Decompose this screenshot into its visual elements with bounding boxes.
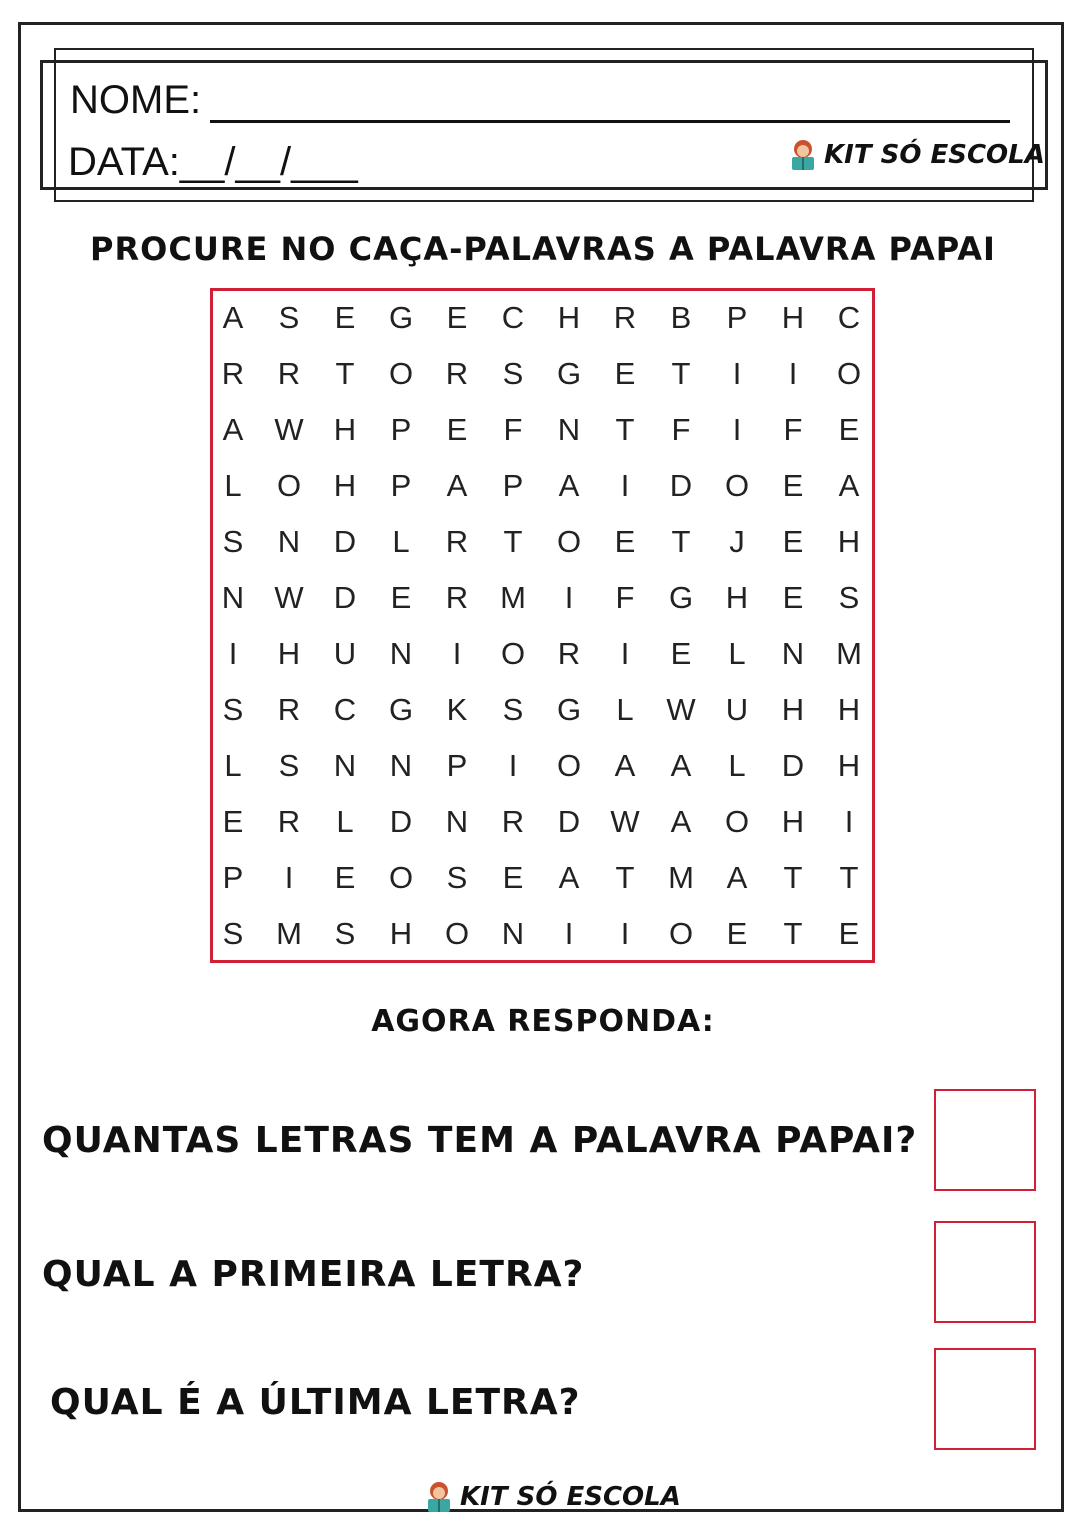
grid-letter[interactable]: G [668,580,694,615]
grid-letter[interactable]: S [278,300,300,335]
grid-letter[interactable]: F [671,412,691,447]
grid-letter[interactable]: A [838,468,860,503]
grid-letter[interactable]: A [726,860,748,895]
brand-name: KIT SÓ ESCOLA [824,140,1045,170]
grid-letter[interactable]: H [837,692,861,727]
grid-letter[interactable]: U [725,692,749,727]
grid-letter[interactable]: T [615,860,635,895]
grid-letter[interactable]: H [837,524,861,559]
grid-letter[interactable]: W [666,692,696,727]
grid-letter[interactable]: R [557,636,581,671]
grid-letter[interactable]: L [392,524,410,559]
grid-letter[interactable]: I [788,356,798,391]
grid-letter[interactable]: T [839,860,859,895]
grid-letter[interactable]: M [668,860,694,895]
brand-logo-bottom [424,1480,681,1514]
question-letter-count: QUANTAS LETRAS TEM A PALAVRA PAPAI? [42,1120,918,1161]
grid-letter[interactable]: O [444,916,470,951]
grid-letter[interactable]: N [389,636,413,671]
grid-letter[interactable]: S [222,524,244,559]
instruction-title: PROCURE NO CAÇA-PALAVRAS A PALAVRA PAPAI [90,230,996,268]
grid-letter[interactable]: E [782,580,804,615]
grid-letter[interactable]: D [333,524,357,559]
grid-letter[interactable]: A [614,748,636,783]
grid-letter[interactable]: H [781,692,805,727]
grid-letter[interactable]: H [781,804,805,839]
answer-box-first-letter[interactable] [934,1221,1036,1323]
grid-letter[interactable]: O [388,356,414,391]
grid-letter[interactable]: R [277,356,301,391]
grid-letter[interactable]: L [728,636,746,671]
question-first-letter: QUAL A PRIMEIRA LETRA? [42,1254,585,1295]
grid-letter[interactable]: P [222,860,244,895]
grid-letter[interactable]: R [445,356,469,391]
grid-letter[interactable]: R [613,300,637,335]
grid-letter[interactable]: O [500,636,526,671]
brand-logo-top [788,138,1045,172]
grid-letter[interactable]: H [557,300,581,335]
grid-letter[interactable]: M [836,636,862,671]
grid-letter[interactable]: A [222,412,244,447]
grid-letter[interactable]: T [671,524,691,559]
grid-letter[interactable]: I [620,916,630,951]
grid-letter[interactable]: N [221,580,245,615]
grid-letter[interactable]: R [277,804,301,839]
grid-letter[interactable]: L [616,692,634,727]
grid-letter[interactable]: I [284,860,294,895]
grid-letter[interactable]: E [838,916,860,951]
answer-box-letter-count[interactable] [934,1089,1036,1191]
grid-letter[interactable]: A [558,860,580,895]
grid-letter[interactable]: O [556,748,582,783]
grid-letter[interactable]: G [556,356,582,391]
grid-letter[interactable]: M [276,916,302,951]
grid-letter[interactable]: G [388,300,414,335]
reading-girl-icon [788,138,818,172]
grid-letter[interactable]: I [228,636,238,671]
grid-letter[interactable]: H [277,636,301,671]
grid-letter[interactable]: F [503,412,523,447]
grid-letter[interactable]: P [390,468,412,503]
grid-letter[interactable]: G [388,692,414,727]
grid-letter[interactable]: R [445,580,469,615]
grid-letter[interactable]: O [836,356,862,391]
grid-letter[interactable]: L [336,804,354,839]
grid-letter[interactable]: E [726,916,748,951]
grid-letter[interactable]: N [333,748,357,783]
grid-letter[interactable]: U [333,636,357,671]
grid-letter[interactable]: E [222,804,244,839]
grid-letter[interactable]: L [224,748,242,783]
grid-letter[interactable]: R [221,356,245,391]
grid-letter[interactable]: F [615,580,635,615]
grid-letter[interactable]: S [838,580,860,615]
reading-girl-icon [424,1480,454,1514]
grid-letter[interactable]: T [335,356,355,391]
grid-letter[interactable]: P [726,300,748,335]
name-label: NOME: [70,78,202,122]
grid-letter[interactable]: I [732,356,742,391]
grid-letter[interactable]: C [501,300,525,335]
grid-letter[interactable]: T [783,916,803,951]
grid-letter[interactable]: S [502,356,524,391]
grid-letter[interactable]: I [844,804,854,839]
grid-letter[interactable]: E [782,468,804,503]
grid-letter[interactable]: T [783,860,803,895]
answer-section-title: AGORA RESPONDA: [371,1004,715,1039]
grid-letter[interactable]: S [334,916,356,951]
grid-letter[interactable]: N [389,748,413,783]
grid-letter[interactable]: H [333,468,357,503]
answer-box-last-letter[interactable] [934,1348,1036,1450]
grid-letter[interactable]: O [388,860,414,895]
grid-letter[interactable]: I [620,468,630,503]
grid-letter[interactable]: T [615,412,635,447]
grid-letter[interactable]: C [333,692,357,727]
grid-letter[interactable]: B [670,300,692,335]
grid-letter[interactable]: A [670,748,692,783]
grid-letter[interactable]: N [501,916,525,951]
grid-letter[interactable]: P [502,468,524,503]
grid-letter[interactable]: O [276,468,302,503]
grid-letter[interactable]: L [224,468,242,503]
grid-letter[interactable]: O [668,916,694,951]
grid-letter[interactable]: G [556,692,582,727]
grid-letter[interactable]: W [274,580,304,615]
grid-letter[interactable]: H [781,300,805,335]
grid-letter[interactable]: S [222,916,244,951]
grid-letter[interactable]: R [501,804,525,839]
grid-letter[interactable]: F [783,412,803,447]
grid-letter[interactable]: A [558,468,580,503]
grid-letter[interactable]: W [610,804,640,839]
grid-letter[interactable]: N [781,636,805,671]
grid-letter[interactable]: E [614,524,636,559]
grid-letter[interactable]: K [446,692,468,727]
grid-letter[interactable]: H [333,412,357,447]
grid-letter[interactable]: L [728,748,746,783]
grid-letter[interactable]: E [502,860,524,895]
grid-letter[interactable]: R [445,524,469,559]
grid-letter[interactable]: E [334,860,356,895]
grid-letter[interactable]: E [446,300,468,335]
grid-letter[interactable]: D [333,580,357,615]
grid-letter[interactable]: T [503,524,523,559]
word-search-grid [205,290,875,962]
grid-letter[interactable]: E [782,524,804,559]
grid-letter[interactable]: D [781,748,805,783]
grid-letter[interactable]: W [274,412,304,447]
grid-letter[interactable]: E [390,580,412,615]
grid-letter[interactable]: I [620,636,630,671]
grid-letter[interactable]: D [389,804,413,839]
grid-letter[interactable]: H [725,580,749,615]
grid-letter[interactable]: N [277,524,301,559]
date-field[interactable]: DATA:__/__/___ [68,140,358,184]
grid-letter[interactable]: J [729,524,745,559]
grid-letter[interactable]: E [838,412,860,447]
grid-letter[interactable]: S [278,748,300,783]
grid-letter[interactable]: T [671,356,691,391]
grid-letter[interactable]: M [500,580,526,615]
grid-letter[interactable]: A [446,468,468,503]
grid-letter[interactable]: A [670,804,692,839]
grid-letter[interactable]: P [390,412,412,447]
grid-letter[interactable]: S [502,692,524,727]
grid-letter[interactable]: E [334,300,356,335]
grid-letter[interactable]: I [732,412,742,447]
grid-letter[interactable]: H [389,916,413,951]
grid-letter[interactable]: R [277,692,301,727]
grid-letter[interactable]: N [557,412,581,447]
grid-letter[interactable]: I [564,580,574,615]
grid-letter[interactable]: C [837,300,861,335]
grid-letter[interactable]: E [446,412,468,447]
grid-letter[interactable]: H [837,748,861,783]
grid-letter[interactable]: I [508,748,518,783]
grid-letter[interactable]: O [724,804,750,839]
grid-letter[interactable]: I [564,916,574,951]
grid-letter[interactable]: P [446,748,468,783]
grid-letter[interactable]: S [222,692,244,727]
question-last-letter: QUAL É A ÚLTIMA LETRA? [50,1382,581,1423]
grid-letter[interactable]: D [669,468,693,503]
grid-letter[interactable]: N [445,804,469,839]
grid-letter[interactable]: I [452,636,462,671]
grid-letter[interactable]: E [614,356,636,391]
brand-name: KIT SÓ ESCOLA [460,1482,681,1512]
grid-letter[interactable]: A [222,300,244,335]
grid-letter[interactable]: S [446,860,468,895]
name-line[interactable] [210,120,1010,123]
grid-letter[interactable]: O [556,524,582,559]
grid-letter[interactable]: O [724,468,750,503]
grid-letter[interactable]: E [670,636,692,671]
grid-letter[interactable]: D [557,804,581,839]
